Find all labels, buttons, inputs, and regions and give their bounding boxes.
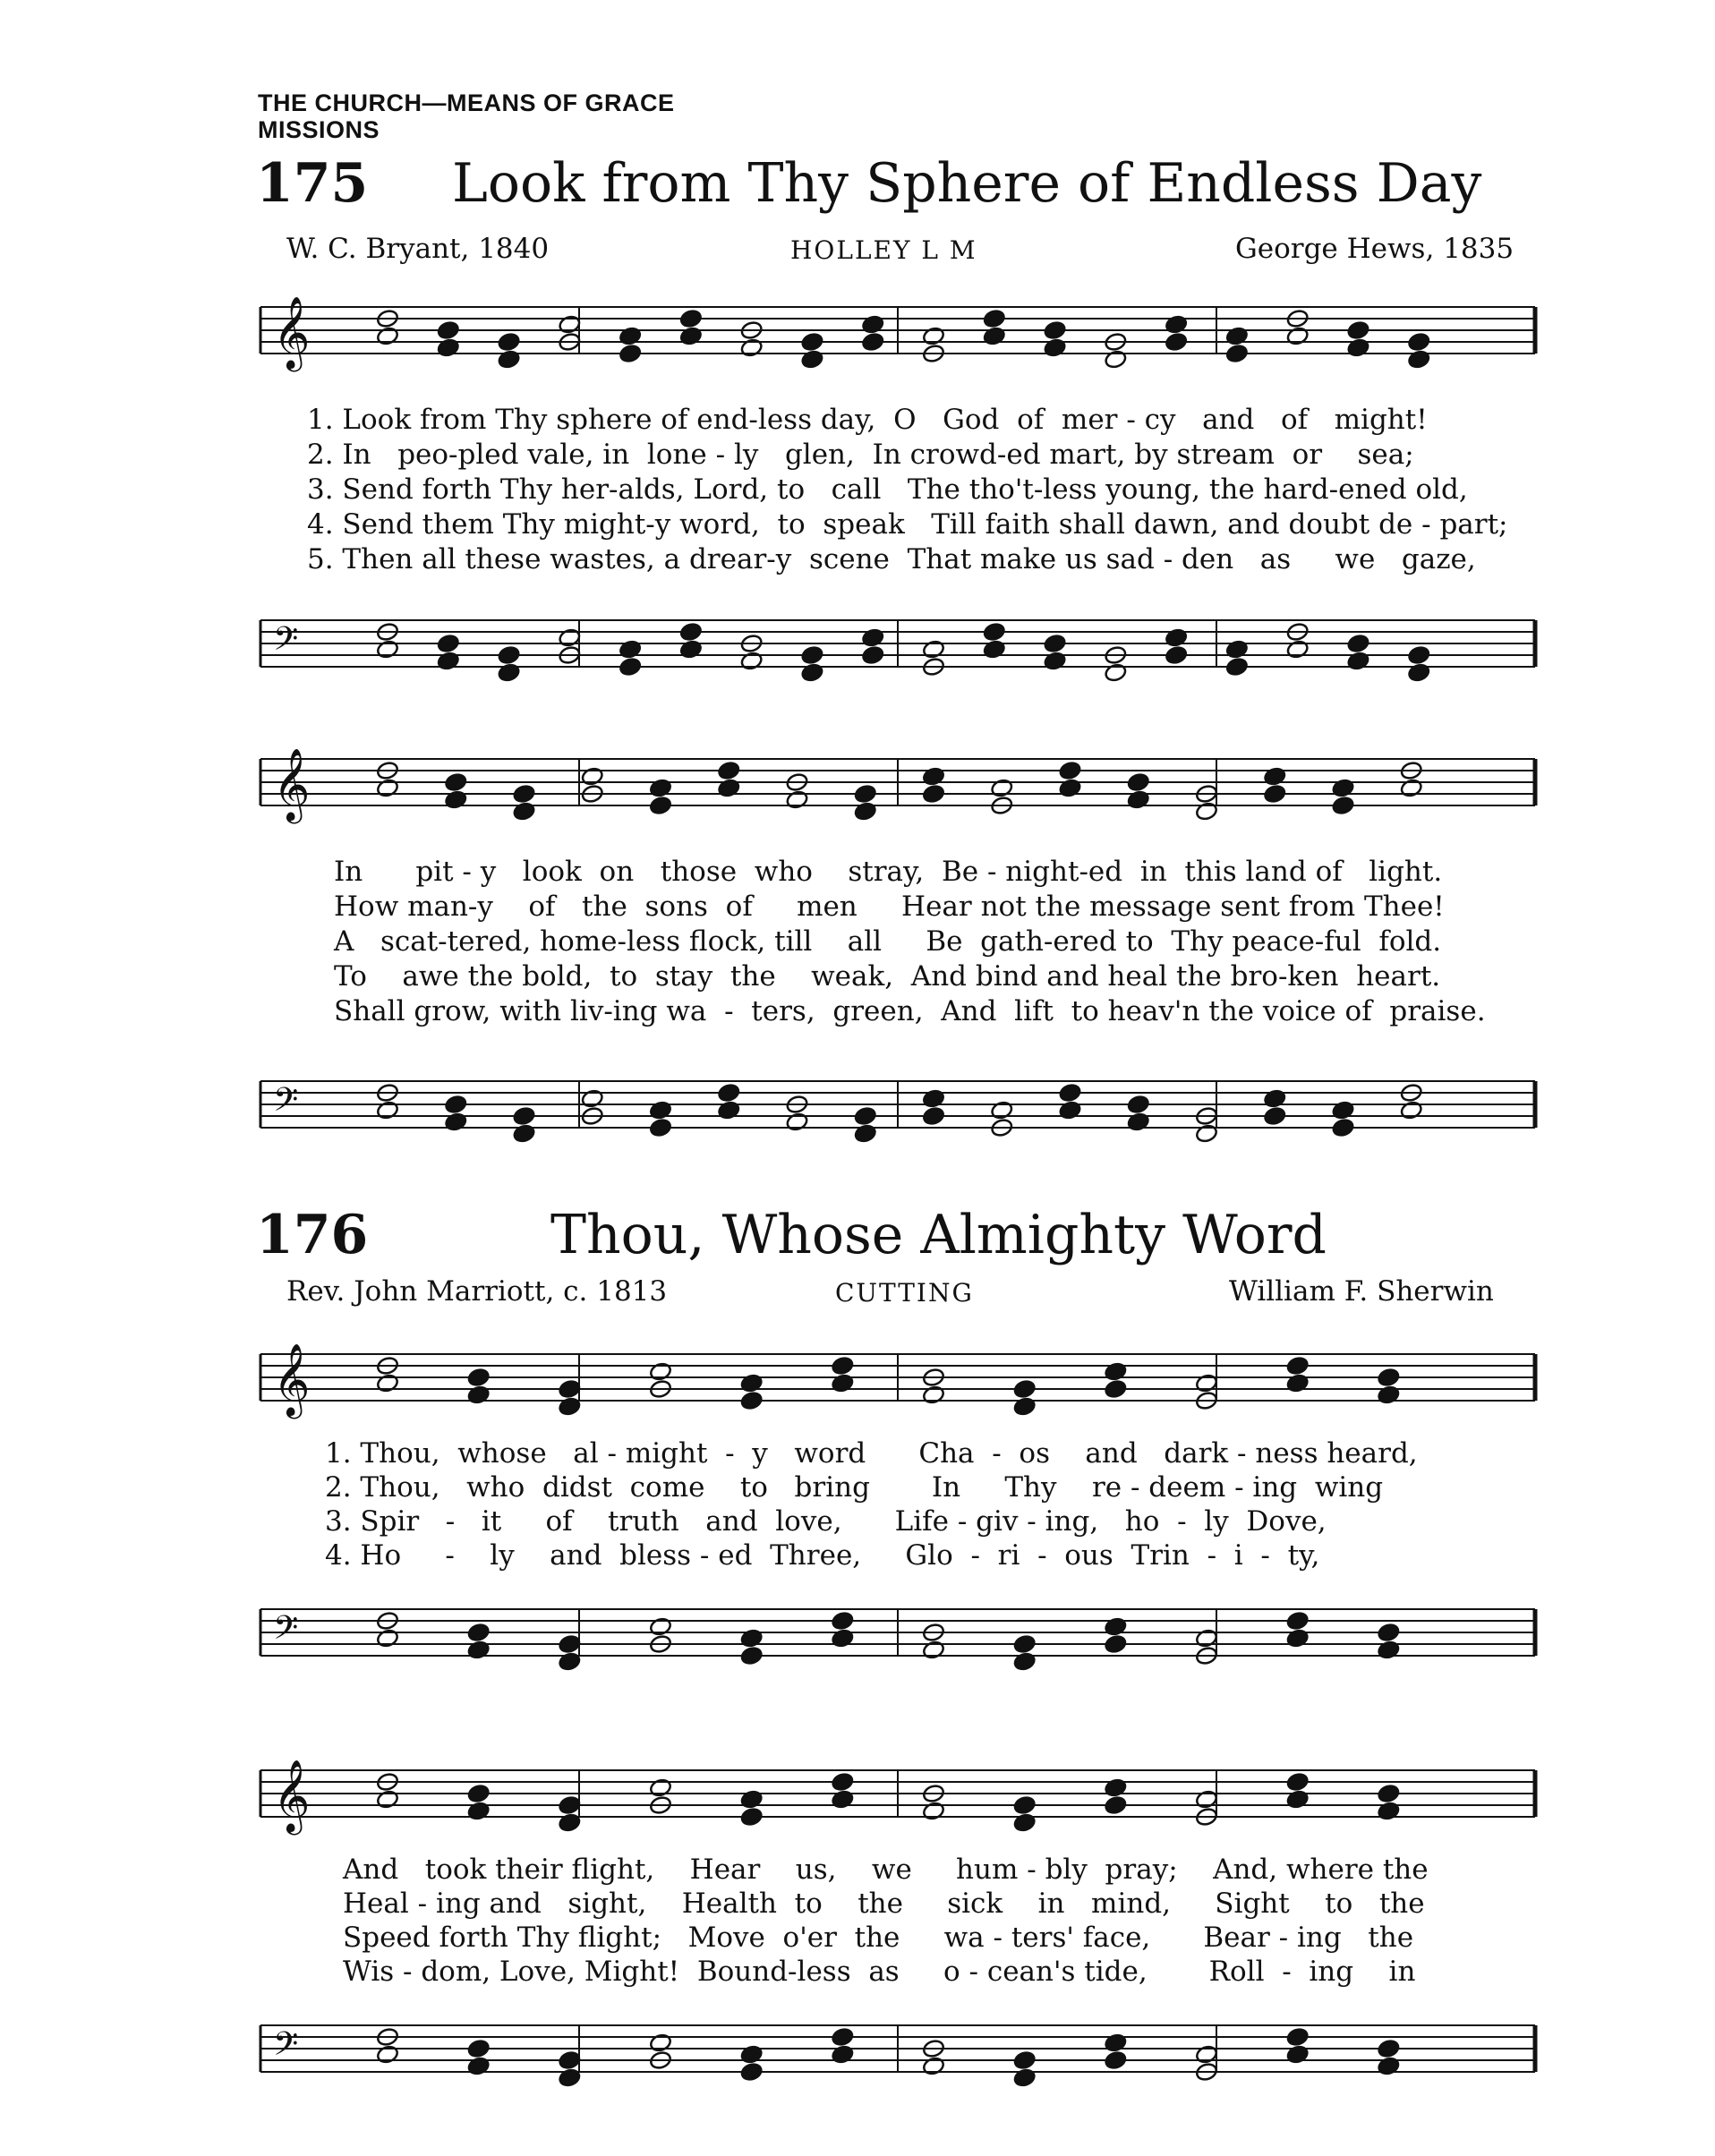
verse-line-4: To awe the bold, to stay the weak, And bind and heal the bro-ken heart. — [334, 960, 1441, 993]
note-head — [581, 1088, 604, 1109]
note-head — [740, 1646, 764, 1666]
note-head — [740, 1789, 764, 1810]
note-head — [1195, 2062, 1218, 2083]
note-head — [922, 1385, 945, 1405]
note-head — [831, 2027, 854, 2048]
hymn-175-number: 175 — [256, 152, 369, 215]
note-head — [1346, 634, 1369, 654]
note-head — [717, 1100, 740, 1121]
note-head — [1286, 1628, 1310, 1649]
note-head — [1286, 2027, 1310, 2048]
note-head — [558, 2067, 581, 2088]
note-head — [717, 778, 740, 798]
note-head — [467, 2039, 491, 2059]
note-head — [740, 1373, 764, 1393]
bass-notes — [253, 2009, 1542, 2117]
note-head — [1286, 1789, 1310, 1810]
note-head — [1013, 1812, 1037, 1833]
note-head — [1286, 2044, 1310, 2065]
hymn-175-tune: HOLLEY L M — [790, 235, 977, 265]
note-head — [467, 1368, 491, 1388]
note-head — [1195, 1123, 1218, 1144]
note-head — [785, 772, 808, 793]
note-head — [1013, 1379, 1037, 1400]
note-head — [831, 1373, 854, 1393]
note-head — [467, 1801, 491, 1821]
note-head — [1165, 314, 1188, 335]
note-head — [922, 326, 945, 346]
note-head — [1043, 634, 1066, 654]
note-head — [831, 1772, 854, 1793]
note-head — [785, 1095, 808, 1115]
verse-line-3: 3. Send forth Thy her-alds, Lord, to call The tho't-less young, the hard-ened old, — [307, 473, 1468, 506]
note-head — [1013, 1795, 1037, 1816]
note-head — [679, 639, 703, 660]
note-head — [467, 1385, 491, 1405]
note-head — [497, 645, 520, 666]
note-head — [1346, 320, 1369, 341]
note-head — [922, 1368, 945, 1388]
note-head — [861, 627, 884, 648]
note-head — [1104, 2032, 1127, 2053]
note-head — [1225, 344, 1249, 364]
note-head — [376, 1083, 399, 1104]
verse-line-1: 1. Look from Thy sphere of end-less day, O God of mer - cy and of might! — [307, 404, 1428, 436]
note-head — [1104, 1795, 1127, 1816]
note-head — [1195, 1373, 1218, 1393]
note-head — [1165, 332, 1188, 353]
note-head — [437, 634, 460, 654]
note-head — [922, 2056, 945, 2076]
verse-line-5: 5. Then all these wastes, a drear-y scene That make us sad - den as we gaze, — [307, 543, 1476, 575]
note-head — [497, 332, 520, 353]
note-head — [1407, 332, 1430, 353]
note-head — [376, 1356, 399, 1376]
verse-line-4: Wis - dom, Love, Might! Bound-less as o - cean's tide, Roll - ing in — [343, 1956, 1416, 1988]
note-head — [861, 314, 884, 335]
treble-notes — [253, 291, 1542, 380]
bass-clef-icon: 𝄢 — [273, 1609, 299, 1655]
note-head — [740, 2062, 764, 2083]
note-head — [581, 1106, 604, 1127]
note-head — [922, 1623, 945, 1643]
note-head — [1104, 662, 1127, 683]
note-head — [1331, 1100, 1354, 1121]
note-head — [1165, 627, 1188, 648]
note-head — [740, 634, 764, 654]
note-head — [1058, 1083, 1081, 1104]
note-head — [444, 1095, 467, 1115]
note-head — [717, 761, 740, 781]
note-head — [1104, 645, 1127, 666]
note-head — [467, 2056, 491, 2076]
note-head — [740, 320, 764, 341]
bass-clef-icon: 𝄢 — [273, 620, 299, 666]
note-head — [1195, 784, 1218, 805]
note-head — [467, 1640, 491, 1660]
verse-line-2: 2. Thou, who didst come to bring In Thy re - deem - ing wing — [325, 1471, 1384, 1504]
hymn-176-system-1 — [253, 1338, 1542, 1714]
note-head — [649, 1100, 672, 1121]
note-head — [376, 622, 399, 643]
hymn-175-system-1 — [253, 291, 1542, 712]
note-head — [376, 761, 399, 781]
note-head — [1195, 1807, 1218, 1828]
note-head — [1286, 1356, 1310, 1376]
note-head — [376, 1373, 399, 1393]
note-head — [854, 784, 877, 805]
note-head — [983, 309, 1006, 329]
note-head — [558, 1812, 581, 1833]
note-head — [1377, 1385, 1400, 1405]
note-head — [1195, 801, 1218, 822]
hymn-176-number: 176 — [256, 1204, 369, 1266]
note-head — [376, 309, 399, 329]
note-head — [1013, 2067, 1037, 2088]
note-head — [512, 1106, 535, 1127]
treble-clef-icon: 𝄞 — [273, 1759, 311, 1832]
note-head — [1286, 1772, 1310, 1793]
note-head — [558, 627, 581, 648]
note-head — [1127, 789, 1150, 810]
note-head — [1377, 1623, 1400, 1643]
note-head — [1127, 1095, 1150, 1115]
verse-line-5: Shall grow, with liv-ing wa - ters, green, And lift to heav'n the voice of praise. — [334, 995, 1486, 1027]
note-head — [619, 326, 642, 346]
note-head — [1013, 1634, 1037, 1655]
note-head — [1058, 761, 1081, 781]
note-head — [649, 1616, 672, 1637]
note-head — [444, 772, 467, 793]
note-head — [1346, 651, 1369, 671]
note-head — [619, 344, 642, 364]
note-head — [437, 320, 460, 341]
note-head — [1058, 1100, 1081, 1121]
note-head — [740, 1807, 764, 1828]
note-head — [649, 1361, 672, 1382]
note-head — [376, 778, 399, 798]
note-head — [1104, 1616, 1127, 1637]
note-head — [376, 2044, 399, 2065]
hymn-176-system-2 — [253, 1754, 1542, 2130]
note-head — [1331, 796, 1354, 816]
note-head — [467, 1784, 491, 1804]
verse-line-4: 4. Ho - ly and bless - ed Three, Glo - ri - ous Trin - i - ty, — [325, 1539, 1320, 1572]
note-head — [649, 1118, 672, 1138]
note-head — [1225, 639, 1249, 660]
note-head — [649, 1777, 672, 1798]
note-head — [922, 657, 945, 677]
note-head — [1195, 1789, 1218, 1810]
note-head — [581, 784, 604, 805]
note-head — [831, 1356, 854, 1376]
note-head — [376, 326, 399, 346]
note-head — [922, 1784, 945, 1804]
note-head — [1127, 1112, 1150, 1132]
hymn-176-composer: William F. Sherwin — [1229, 1275, 1494, 1308]
note-head — [800, 662, 823, 683]
note-head — [1400, 761, 1423, 781]
hymn-175-system-2 — [253, 743, 1542, 1163]
note-head — [581, 766, 604, 787]
note-head — [649, 1634, 672, 1655]
note-head — [922, 1640, 945, 1660]
note-head — [376, 1611, 399, 1632]
note-head — [1286, 622, 1310, 643]
verse-line-3: Speed forth Thy flight; Move o'er the wa - ters' face, Bear - ing the — [343, 1922, 1414, 1954]
note-head — [854, 1123, 877, 1144]
note-head — [983, 622, 1006, 643]
note-head — [1377, 1784, 1400, 1804]
note-head — [437, 651, 460, 671]
note-head — [1104, 1361, 1127, 1382]
note-head — [467, 1623, 491, 1643]
note-head — [990, 778, 1013, 798]
verse-line-2: How man-y of the sons of men Hear not the message sent from Thee! — [334, 891, 1445, 923]
note-head — [1400, 1083, 1423, 1104]
note-head — [1286, 309, 1310, 329]
note-head — [558, 1379, 581, 1400]
note-head — [1127, 772, 1150, 793]
bass-clef-icon: 𝄢 — [273, 1081, 299, 1127]
note-head — [1377, 2056, 1400, 2076]
note-head — [1195, 1391, 1218, 1411]
note-head — [922, 1801, 945, 1821]
note-head — [785, 1112, 808, 1132]
note-head — [619, 657, 642, 677]
note-head — [1043, 320, 1066, 341]
note-head — [558, 645, 581, 666]
note-head — [1263, 766, 1286, 787]
note-head — [1346, 337, 1369, 358]
note-head — [1377, 1368, 1400, 1388]
note-head — [1263, 784, 1286, 805]
note-head — [558, 1651, 581, 1672]
note-head — [800, 332, 823, 353]
note-head — [1104, 332, 1127, 353]
note-head — [1013, 1651, 1037, 1672]
note-head — [649, 778, 672, 798]
note-head — [1225, 657, 1249, 677]
note-head — [512, 801, 535, 822]
note-head — [1195, 2044, 1218, 2065]
hymn-176-tune: CUTTING — [835, 1278, 974, 1308]
note-head — [619, 639, 642, 660]
note-head — [1331, 1118, 1354, 1138]
note-head — [1407, 349, 1430, 370]
note-head — [1104, 2050, 1127, 2071]
note-head — [1286, 639, 1310, 660]
bass-clef-icon: 𝄢 — [273, 2025, 299, 2071]
note-head — [512, 1123, 535, 1144]
note-head — [740, 1628, 764, 1649]
hymn-176-title: Thou, Whose Almighty Word — [550, 1204, 1327, 1266]
treble-notes — [253, 1338, 1542, 1427]
note-head — [983, 639, 1006, 660]
note-head — [1225, 326, 1249, 346]
note-head — [922, 344, 945, 364]
note-head — [1331, 778, 1354, 798]
note-head — [376, 1628, 399, 1649]
treble-notes — [253, 743, 1542, 832]
note-head — [831, 1611, 854, 1632]
note-head — [785, 789, 808, 810]
hymn-175-composer: George Hews, 1835 — [1235, 233, 1514, 265]
verse-line-4: 4. Send them Thy might-y word, to speak Till faith shall dawn, and doubt de - part; — [307, 508, 1508, 541]
section-heading-line-2: MISSIONS — [258, 116, 380, 143]
note-head — [1165, 645, 1188, 666]
note-head — [1400, 1100, 1423, 1121]
note-head — [1058, 778, 1081, 798]
note-head — [922, 766, 945, 787]
note-head — [861, 332, 884, 353]
note-head — [1104, 1777, 1127, 1798]
verse-line-1: And took their flight, Hear us, we hum - bly pray; And, where the — [343, 1853, 1429, 1886]
note-head — [854, 1106, 877, 1127]
note-head — [1043, 337, 1066, 358]
treble-clef-icon: 𝄞 — [273, 747, 311, 821]
note-head — [1013, 1396, 1037, 1417]
note-head — [376, 2027, 399, 2048]
verse-line-2: 2. In peo-pled vale, in lone - ly glen, In crowd-ed mart, by stream or sea; — [307, 439, 1414, 471]
note-head — [558, 1396, 581, 1417]
note-head — [922, 1106, 945, 1127]
note-head — [740, 337, 764, 358]
note-head — [679, 622, 703, 643]
note-head — [444, 789, 467, 810]
note-head — [861, 645, 884, 666]
note-head — [983, 326, 1006, 346]
note-head — [1286, 1373, 1310, 1393]
verse-line-2: Heal - ing and sight, Health to the sick in mind, Sight to the — [343, 1888, 1425, 1920]
note-head — [649, 1795, 672, 1816]
section-heading — [258, 89, 675, 143]
note-head — [740, 651, 764, 671]
treble-clef-icon: 𝄞 — [273, 295, 311, 369]
note-head — [558, 332, 581, 353]
note-head — [512, 784, 535, 805]
note-head — [800, 349, 823, 370]
note-head — [831, 2044, 854, 2065]
note-head — [649, 2032, 672, 2053]
note-head — [1104, 349, 1127, 370]
bass-notes — [253, 1065, 1542, 1172]
note-head — [1013, 2050, 1037, 2071]
note-head — [922, 1088, 945, 1109]
note-head — [558, 314, 581, 335]
bass-notes — [253, 1593, 1542, 1700]
note-head — [1286, 1611, 1310, 1632]
note-head — [1407, 645, 1430, 666]
note-head — [558, 2050, 581, 2071]
verse-line-1: 1. Thou, whose al - might - y word Cha - os and dark - ness heard, — [325, 1437, 1418, 1470]
note-head — [376, 1100, 399, 1121]
note-head — [1195, 1646, 1218, 1666]
treble-notes — [253, 1754, 1542, 1844]
hymn-176-author: Rev. John Marriott, c. 1813 — [286, 1275, 668, 1308]
note-head — [831, 1628, 854, 1649]
note-head — [740, 1391, 764, 1411]
verse-line-3: 3. Spir - it of truth and love, Life - giv - ing, ho - ly Dove, — [325, 1505, 1327, 1538]
section-heading-line-1: THE CHURCH—MEANS OF GRACE — [258, 89, 675, 116]
note-head — [649, 1379, 672, 1400]
note-head — [1377, 1801, 1400, 1821]
note-head — [444, 1112, 467, 1132]
note-head — [376, 1789, 399, 1810]
note-head — [990, 1100, 1013, 1121]
note-head — [1043, 651, 1066, 671]
note-head — [649, 2050, 672, 2071]
treble-clef-icon: 𝄞 — [273, 1342, 311, 1416]
verse-line-1: In pit - y look on those who stray, Be - night-ed in this land of light. — [334, 856, 1443, 888]
note-head — [800, 645, 823, 666]
note-head — [679, 326, 703, 346]
note-head — [376, 1772, 399, 1793]
note-head — [679, 309, 703, 329]
note-head — [497, 349, 520, 370]
bass-notes — [253, 604, 1542, 712]
note-head — [1407, 662, 1430, 683]
note-head — [922, 639, 945, 660]
note-head — [1195, 1106, 1218, 1127]
note-head — [1104, 1634, 1127, 1655]
hymn-175-title: Look from Thy Sphere of Endless Day — [452, 152, 1482, 215]
note-head — [922, 2039, 945, 2059]
note-head — [990, 1118, 1013, 1138]
note-head — [1400, 778, 1423, 798]
note-head — [558, 1634, 581, 1655]
note-head — [1263, 1106, 1286, 1127]
note-head — [558, 1795, 581, 1816]
note-head — [1263, 1088, 1286, 1109]
note-head — [831, 1789, 854, 1810]
note-head — [1104, 1379, 1127, 1400]
note-head — [437, 337, 460, 358]
note-head — [854, 801, 877, 822]
note-head — [1286, 326, 1310, 346]
note-head — [1195, 1628, 1218, 1649]
note-head — [740, 2044, 764, 2065]
note-head — [922, 784, 945, 805]
note-head — [376, 639, 399, 660]
note-head — [1377, 1640, 1400, 1660]
verse-line-3: A scat-tered, home-less flock, till all Be gath-ered to Thy peace-ful fold. — [334, 925, 1442, 958]
hymn-175-author: W. C. Bryant, 1840 — [286, 233, 550, 265]
note-head — [1377, 2039, 1400, 2059]
note-head — [649, 796, 672, 816]
note-head — [717, 1083, 740, 1104]
note-head — [990, 796, 1013, 816]
note-head — [497, 662, 520, 683]
